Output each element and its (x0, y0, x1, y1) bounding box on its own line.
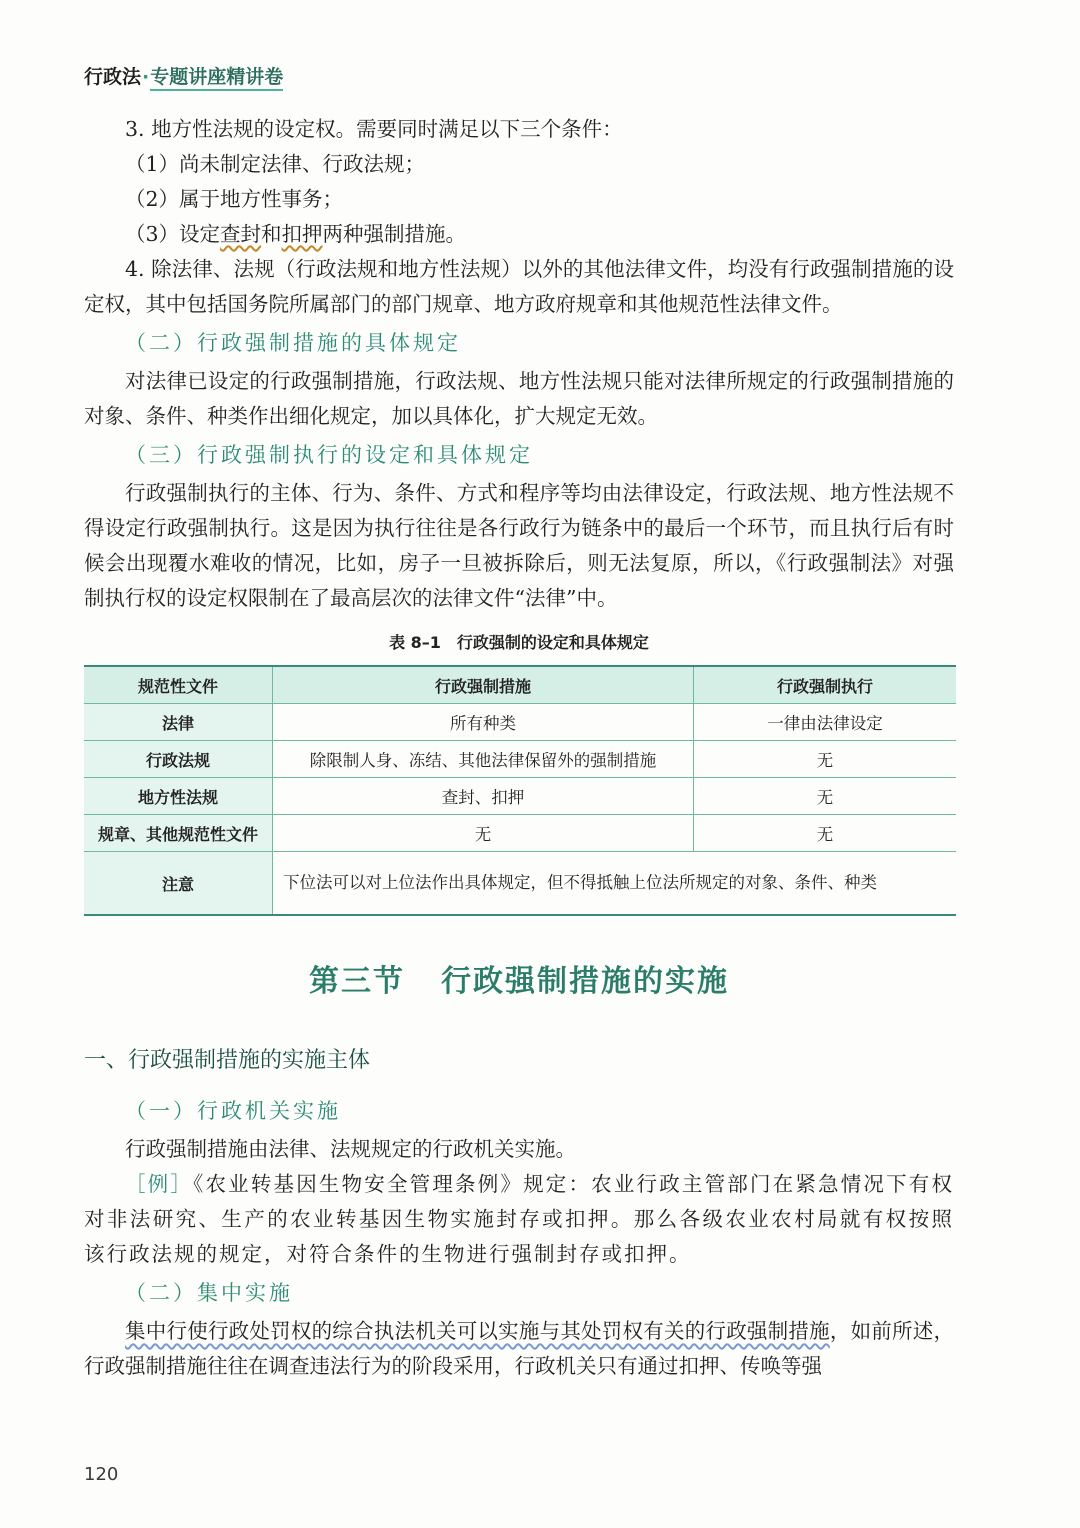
book-subtitle: 专题讲座精讲卷 (150, 66, 283, 91)
paragraph-local-regulations: 3. 地方性法规的设定权。需要同时满足以下三个条件： (125, 117, 623, 141)
example-tag: ［例］ (125, 1172, 194, 1196)
table-note-label: 注意 (84, 852, 273, 916)
paragraph-specific-rules: 对法律已设定的行政强制措施，行政法规、地方性法规只能对法律所规定的行政强制措施的对象、条件、种类作出细化规定，加以具体化，扩大规定无效。 (84, 369, 954, 428)
running-header (84, 62, 283, 89)
table-header-cell: 规范性文件 (84, 666, 273, 704)
book-title: 行政法 (84, 66, 142, 88)
table-row-head: 行政法规 (84, 741, 273, 778)
subheading-specific-rules: （二）行政强制措施的具体规定 (125, 331, 461, 355)
header-dot: · (142, 66, 150, 88)
table-row (84, 704, 956, 741)
example-paragraph (84, 1167, 954, 1272)
table-header-cell: 行政强制措施 (273, 666, 694, 704)
emphasis-detain: 扣押 (281, 222, 323, 246)
table-cell: 查封、扣押 (273, 778, 694, 815)
table-title: 表 8–1 行政强制的设定和具体规定 (389, 633, 649, 652)
paragraph-admin-organ: 行政强制措施由法律、法规规定的行政机关实施。 (125, 1137, 576, 1161)
subheading-admin-organ: （一）行政机关实施 (125, 1099, 341, 1123)
table-cell: 除限制人身、冻结、其他法律保留外的强制措施 (273, 741, 694, 778)
table-cell: 无 (694, 741, 957, 778)
table-row-head: 法律 (84, 704, 273, 741)
table-row-head: 地方性法规 (84, 778, 273, 815)
example-law: 《农业转基因生物安全管理条例》 (193, 1172, 524, 1196)
condition-3: （3）设定查封和扣押两种强制措施。 (125, 222, 467, 246)
heading-implementing-subject: 一、行政强制措施的实施主体 (84, 1048, 371, 1073)
condition-2: （2）属于地方性事务； (125, 187, 344, 211)
table-cell: 一律由法律设定 (694, 704, 957, 741)
paragraph-centralized (84, 1314, 954, 1384)
example-text: 规定：农业行政主管部门在紧急情况下有权对非法研究、生产的农业转基因生物实施封存或扣押。那么各级农业农村局就有权按照该行政法规的规定，对符合条件的生物进行强制封存或扣押。 (84, 1172, 954, 1266)
comparison-table (84, 665, 956, 916)
page-number: 120 (84, 1464, 119, 1485)
centralized-rest: ，如前所述，行政强制措施往往在调查违法行为的阶段采用，行政机关只有通过扣押、传唤等强 (84, 1319, 954, 1378)
emphasis-centralized: 集中行使行政处罚权的综合执法机关可以实施与其处罚权有关的行政强制措施 (125, 1319, 830, 1343)
section-name: 行政强制措施的实施 (441, 964, 729, 999)
table-row (84, 778, 956, 815)
subheading-enforcement: （三）行政强制执行的设定和具体规定 (125, 443, 533, 467)
table-row-head: 规章、其他规范性文件 (84, 815, 273, 852)
table-row (84, 741, 956, 778)
paragraph-other-documents: 4. 除法律、法规（行政法规和地方性法规）以外的其他法律文件，均没有行政强制措施的设定权，其中包括国务院所属部门的部门规章、地方政府规章和其他规范性法律文件。 (84, 257, 954, 316)
section-title (84, 956, 954, 1000)
table-cell: 无 (273, 815, 694, 852)
table-cell: 所有种类 (273, 704, 694, 741)
table-cell: 无 (694, 815, 957, 852)
table-note-row (84, 852, 956, 916)
table-note-text: 下位法可以对上位法作出具体规定，但不得抵触上位法所规定的对象、条件、种类 (273, 852, 957, 916)
table-header-cell: 行政强制执行 (694, 666, 957, 704)
paragraph-enforcement: 行政强制执行的主体、行为、条件、方式和程序等均由法律设定，行政法规、地方性法规不得设定行政强制执行。这是因为执行往往是各行政行为链条中的最后一个环节，而且执行后有时候会出现覆水难收的情况，比如，房子一旦被拆除后，则无法复原，所以，《行政强制法》对强制执行权的设定权限制在了最高层次的法律文件“法律”中。 (84, 481, 954, 610)
emphasis-seal: 查封 (220, 222, 262, 246)
table-cell: 无 (694, 778, 957, 815)
section-number: 第三节 (309, 964, 405, 999)
table-row (84, 815, 956, 852)
subheading-centralized: （二）集中实施 (125, 1281, 293, 1305)
page-content (84, 112, 954, 1384)
table-header-row (84, 666, 956, 704)
condition-1: （1）尚未制定法律、行政法规； (125, 152, 426, 176)
